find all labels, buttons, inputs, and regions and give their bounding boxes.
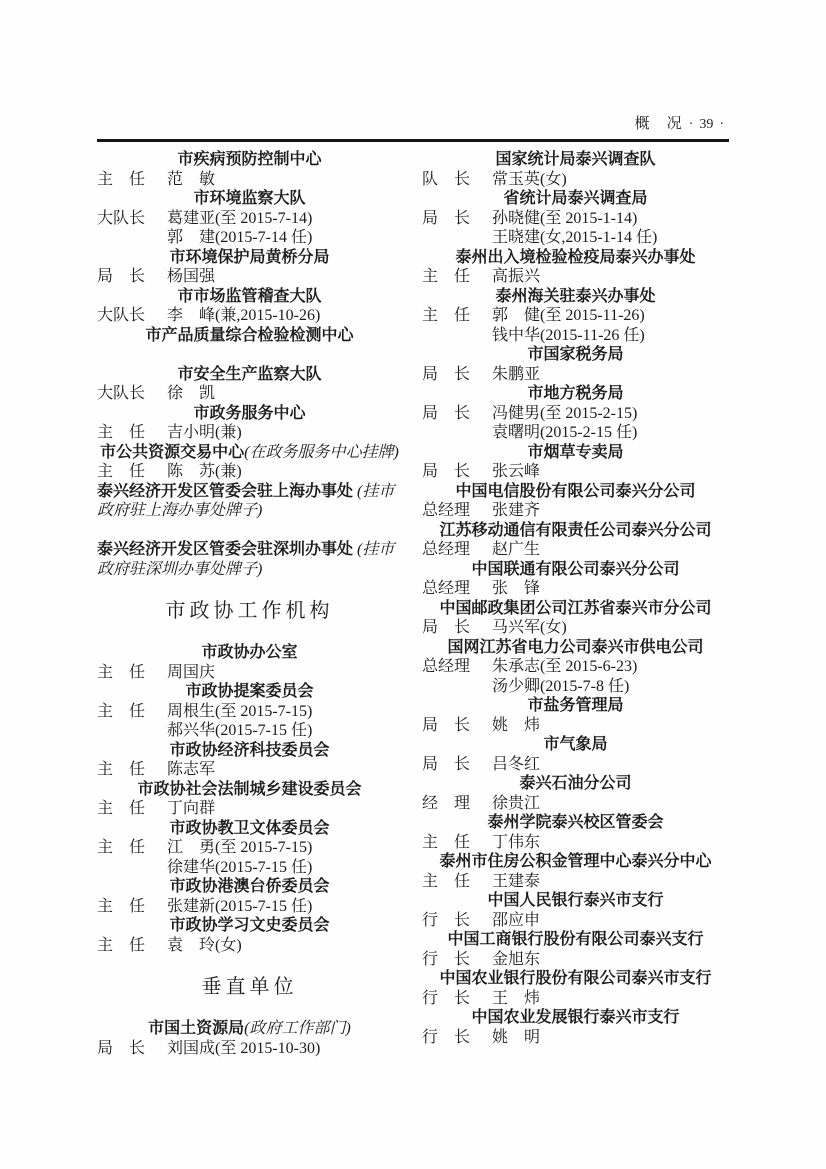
person-name: 袁曙明(2015-2-15 任)	[492, 424, 638, 441]
entry-line	[422, 267, 729, 287]
org-title	[97, 540, 402, 579]
org-title	[97, 780, 402, 800]
entry-line	[422, 579, 729, 599]
person-name: 汤少卿(2015-7-8 任)	[492, 677, 630, 695]
role-label: 主 任	[422, 268, 471, 285]
role-label: 局 长	[422, 716, 471, 734]
person-name: 姚 炜	[492, 716, 541, 734]
role-label: 局 长	[422, 463, 471, 480]
org-title	[422, 443, 729, 463]
person-name: 金旭东	[492, 950, 541, 968]
role-label: 主 任	[97, 463, 146, 480]
entry-line	[97, 170, 402, 190]
org-title-text: 市政协教卫文体委员会	[169, 819, 330, 837]
role-label: 主 任	[97, 702, 146, 720]
org-title-text: 泰兴经济开发区管委会驻上海办事处	[97, 482, 354, 500]
org-title-text: 市地方税务局	[527, 385, 624, 402]
entry-line	[422, 618, 729, 638]
org-title	[422, 813, 729, 833]
role-label: 局 长	[422, 365, 471, 383]
entry-line	[97, 760, 402, 780]
role-label: 主 任	[97, 761, 146, 778]
org-title	[97, 287, 402, 307]
org-title-note: (政府工作部门)	[244, 1020, 351, 1037]
role-label: 局 长	[422, 619, 471, 636]
section-heading: 市政协工作机构	[165, 600, 334, 622]
entry-line	[422, 794, 729, 814]
entry-line	[97, 423, 402, 443]
role-label: 行 长	[422, 989, 471, 1007]
person-name: 徐 凯	[167, 385, 216, 402]
role-label: 大队长	[97, 209, 146, 227]
person-name: 姚 明	[492, 1028, 541, 1046]
person-name: 徐建华(2015-7-15 任)	[167, 858, 313, 876]
org-title-text: 市环境保护局黄桥分局	[169, 248, 330, 266]
entry-line	[422, 872, 729, 892]
role-label: 队 长	[422, 170, 471, 188]
person-name: 王晓建(女,2015-1-14 任)	[492, 229, 658, 246]
role-label: 主 任	[97, 800, 146, 817]
role-label: 总经理	[422, 580, 471, 597]
org-title	[97, 682, 402, 702]
org-title-note: (挂市政府驻上海办事处牌子)	[97, 482, 395, 519]
org-title	[422, 638, 729, 658]
org-title-text: 泰州学院泰兴校区管委会	[487, 814, 664, 831]
entry-line	[422, 950, 729, 970]
org-title	[97, 643, 402, 663]
entry-line	[97, 306, 402, 326]
org-title-text: 泰州海关驻泰兴办事处	[495, 287, 656, 305]
person-name: 范 敏	[167, 170, 216, 188]
org-title-text: 市政务服务中心	[193, 404, 306, 422]
role-label: 总经理	[422, 658, 471, 675]
entry-line	[422, 657, 729, 677]
org-title-note: (在政务服务中心挂牌)	[244, 443, 399, 461]
org-title-text: 中国农业银行股份有限公司泰兴市支行	[439, 970, 712, 987]
entry-line	[97, 936, 402, 956]
header-rule	[97, 139, 729, 142]
person-name: 王 炜	[492, 989, 541, 1007]
entry-line	[422, 306, 729, 326]
person-name: 江 勇(至 2015-7-15)	[167, 839, 313, 856]
role-label: 主 任	[422, 872, 471, 890]
entry-line	[97, 897, 402, 917]
org-title	[97, 443, 402, 463]
org-title-text: 中国电信股份有限公司泰兴分公司	[455, 482, 696, 500]
org-title	[97, 916, 402, 936]
person-name: 王建泰	[492, 872, 541, 890]
org-title-text: 中国人民银行泰兴市支行	[487, 892, 664, 909]
entry-line	[422, 365, 729, 385]
org-title	[422, 560, 729, 580]
org-title	[97, 150, 402, 170]
person-name: 邵应申	[492, 911, 541, 929]
org-title	[422, 969, 729, 989]
org-title-text: 泰兴石油分公司	[519, 775, 632, 792]
org-title	[422, 735, 729, 755]
org-title-text: 市国土资源局	[148, 1020, 245, 1037]
role-label: 主 任	[422, 833, 471, 851]
org-title	[97, 189, 402, 209]
entry-line	[97, 462, 402, 482]
entry-line	[422, 989, 729, 1009]
org-title-text: 中国联通有限公司泰兴分公司	[471, 560, 680, 578]
org-title	[97, 819, 402, 839]
org-title-text: 市政协港澳台侨委员会	[169, 878, 330, 895]
org-title	[422, 599, 729, 619]
org-title	[97, 248, 402, 268]
org-title	[422, 852, 729, 872]
entry-line	[422, 209, 729, 229]
header-section-title: 概 况	[634, 116, 683, 132]
entry-line	[422, 677, 729, 697]
person-name: 周国庆	[167, 663, 216, 681]
left-column	[97, 150, 402, 1058]
entry-line	[422, 170, 729, 190]
person-name: 陈志军	[167, 761, 216, 778]
entry-line	[97, 858, 402, 878]
org-title	[422, 189, 729, 209]
org-title-text: 市政协社会法制城乡建设委员会	[137, 780, 362, 798]
org-title-text: 市环境监察大队	[193, 190, 306, 207]
org-title	[422, 891, 729, 911]
role-label: 行 长	[422, 911, 471, 929]
person-name: 吉小明(兼)	[167, 424, 242, 441]
entry-line	[422, 833, 729, 853]
role-label: 主 任	[97, 663, 146, 681]
org-title-text: 省统计局泰兴调查局	[503, 190, 648, 207]
entry-line	[422, 1028, 729, 1048]
person-name: 朱鹏亚	[492, 365, 541, 383]
entry-line	[97, 228, 402, 248]
entry-line	[97, 799, 402, 819]
org-title-text: 市产品质量综合检验检测中心	[145, 326, 354, 344]
entry-line	[97, 838, 402, 858]
org-title	[97, 404, 402, 424]
person-name: 李 峰(兼,2015-10-26)	[167, 307, 321, 324]
entry-line	[422, 911, 729, 931]
role-label: 经 理	[422, 794, 471, 812]
person-name: 丁伟东	[492, 833, 541, 851]
entry-line	[422, 755, 729, 775]
role-label: 局 长	[422, 209, 471, 227]
org-title-text: 市气象局	[543, 736, 608, 753]
role-label: 局 长	[422, 755, 471, 773]
person-name: 朱承志(至 2015-6-23)	[492, 658, 638, 675]
org-title-text: 市烟草专卖局	[527, 443, 624, 461]
org-title	[97, 877, 402, 897]
role-label: 大队长	[97, 307, 146, 324]
role-label: 总经理	[422, 502, 471, 519]
org-title-text: 市政协办公室	[201, 644, 298, 661]
entry-line	[97, 267, 402, 287]
org-title	[422, 521, 729, 541]
person-name: 高振兴	[492, 268, 541, 285]
org-title-text: 国家统计局泰兴调查队	[495, 151, 656, 168]
person-name: 钱中华(2015-11-26 任)	[492, 326, 645, 344]
entry-line	[97, 702, 402, 722]
org-title-text: 泰州出入境检验检疫局泰兴办事处	[455, 248, 696, 266]
org-title-text: 中国工商银行股份有限公司泰兴支行	[447, 931, 704, 948]
org-title-text: 中国邮政集团公司江苏省泰兴市分公司	[439, 599, 712, 617]
entry-line	[422, 423, 729, 443]
right-column	[422, 150, 729, 1047]
person-name: 郭 健(至 2015-11-26)	[492, 307, 645, 324]
person-name: 郭 建(2015-7-14 任)	[167, 229, 313, 246]
org-title-text: 泰兴经济开发区管委会驻深圳办事处	[97, 541, 354, 558]
org-title	[97, 741, 402, 761]
role-label: 行 长	[422, 950, 471, 968]
person-name: 吕冬红	[492, 755, 541, 773]
org-title-text: 市安全生产监察大队	[177, 365, 322, 383]
header-separator-dot: ·	[719, 117, 724, 132]
role-label: 局 长	[422, 404, 471, 422]
person-name: 马兴军(女)	[492, 619, 567, 636]
org-title	[422, 930, 729, 950]
org-title	[422, 774, 729, 794]
entry-line	[97, 209, 402, 229]
person-name: 郝兴华(2015-7-15 任)	[167, 722, 313, 739]
entry-line	[422, 716, 729, 736]
entry-line	[97, 1039, 402, 1059]
running-header	[635, 112, 730, 133]
section-heading: 垂直单位	[201, 976, 298, 998]
person-name: 葛建亚(至 2015-7-14)	[167, 209, 313, 227]
role-label: 主 任	[97, 839, 146, 856]
entry-line	[422, 501, 729, 521]
org-title	[422, 345, 729, 365]
entry-line	[422, 540, 729, 560]
person-name: 赵广生	[492, 541, 541, 558]
entry-line	[422, 228, 729, 248]
role-label: 总经理	[422, 541, 471, 558]
entry-line	[422, 326, 729, 346]
org-title	[422, 287, 729, 307]
org-title	[97, 482, 402, 521]
org-title-text: 市国家税务局	[527, 346, 624, 363]
org-title-text: 市政协经济科技委员会	[169, 741, 330, 759]
person-name: 张 锋	[492, 580, 541, 597]
org-title	[422, 384, 729, 404]
header-separator-dot: ·	[688, 117, 694, 132]
entry-line	[422, 462, 729, 482]
org-title-text: 国网江苏省电力公司泰兴市供电公司	[447, 638, 704, 656]
person-name: 丁向群	[167, 800, 216, 817]
person-name: 张云峰	[492, 463, 541, 480]
org-title	[422, 482, 729, 502]
page-number: 39	[699, 117, 714, 132]
role-label: 大队长	[97, 385, 146, 402]
blank-line	[97, 521, 402, 541]
org-title-text: 市疾病预防控制中心	[177, 151, 322, 168]
org-title	[422, 1008, 729, 1028]
entry-line	[97, 721, 402, 741]
org-title-text: 市政协提案委员会	[185, 683, 314, 700]
org-title	[97, 326, 402, 346]
person-name: 杨国强	[167, 268, 216, 285]
org-title-text: 泰州市住房公积金管理中心泰兴分中心	[439, 853, 712, 870]
role-label: 主 任	[97, 936, 146, 954]
org-title-text: 中国农业发展银行泰兴市支行	[471, 1009, 680, 1026]
org-title	[422, 150, 729, 170]
role-label: 主 任	[97, 170, 146, 188]
org-title	[422, 248, 729, 268]
person-name: 袁 玲(女)	[167, 936, 242, 954]
person-name: 徐贵江	[492, 794, 541, 812]
entry-line	[97, 384, 402, 404]
person-name: 周根生(至 2015-7-15)	[167, 702, 313, 720]
entry-line	[422, 404, 729, 424]
person-name: 孙晓健(至 2015-1-14)	[492, 209, 638, 227]
org-title	[422, 696, 729, 716]
org-title-note: (挂市政府驻深圳办事处牌子)	[97, 541, 395, 578]
role-label: 主 任	[97, 424, 146, 441]
org-title-text: 市市场监管稽查大队	[177, 287, 322, 305]
org-title	[97, 365, 402, 385]
person-name: 刘国成(至 2015-10-30)	[167, 1039, 321, 1057]
role-label: 局 长	[97, 268, 146, 285]
person-name: 冯健男(至 2015-2-15)	[492, 404, 638, 422]
person-name: 张建新(2015-7-15 任)	[167, 897, 313, 915]
entry-line	[97, 663, 402, 683]
org-title-text: 江苏移动通信有限责任公司泰兴分公司	[439, 521, 712, 539]
org-title-text: 市公共资源交易中心	[100, 443, 245, 461]
person-name: 张建齐	[492, 502, 541, 519]
person-name: 陈 苏(兼)	[167, 463, 242, 480]
org-title-text: 市政协学习文史委员会	[169, 917, 330, 934]
org-title-text: 市盐务管理局	[527, 697, 624, 714]
person-name: 常玉英(女)	[492, 170, 567, 188]
role-label: 主 任	[422, 307, 471, 324]
role-label: 主 任	[97, 897, 146, 915]
org-title	[97, 1019, 402, 1039]
role-label: 行 长	[422, 1028, 471, 1046]
role-label: 局 长	[97, 1039, 146, 1057]
blank-line	[97, 345, 402, 365]
